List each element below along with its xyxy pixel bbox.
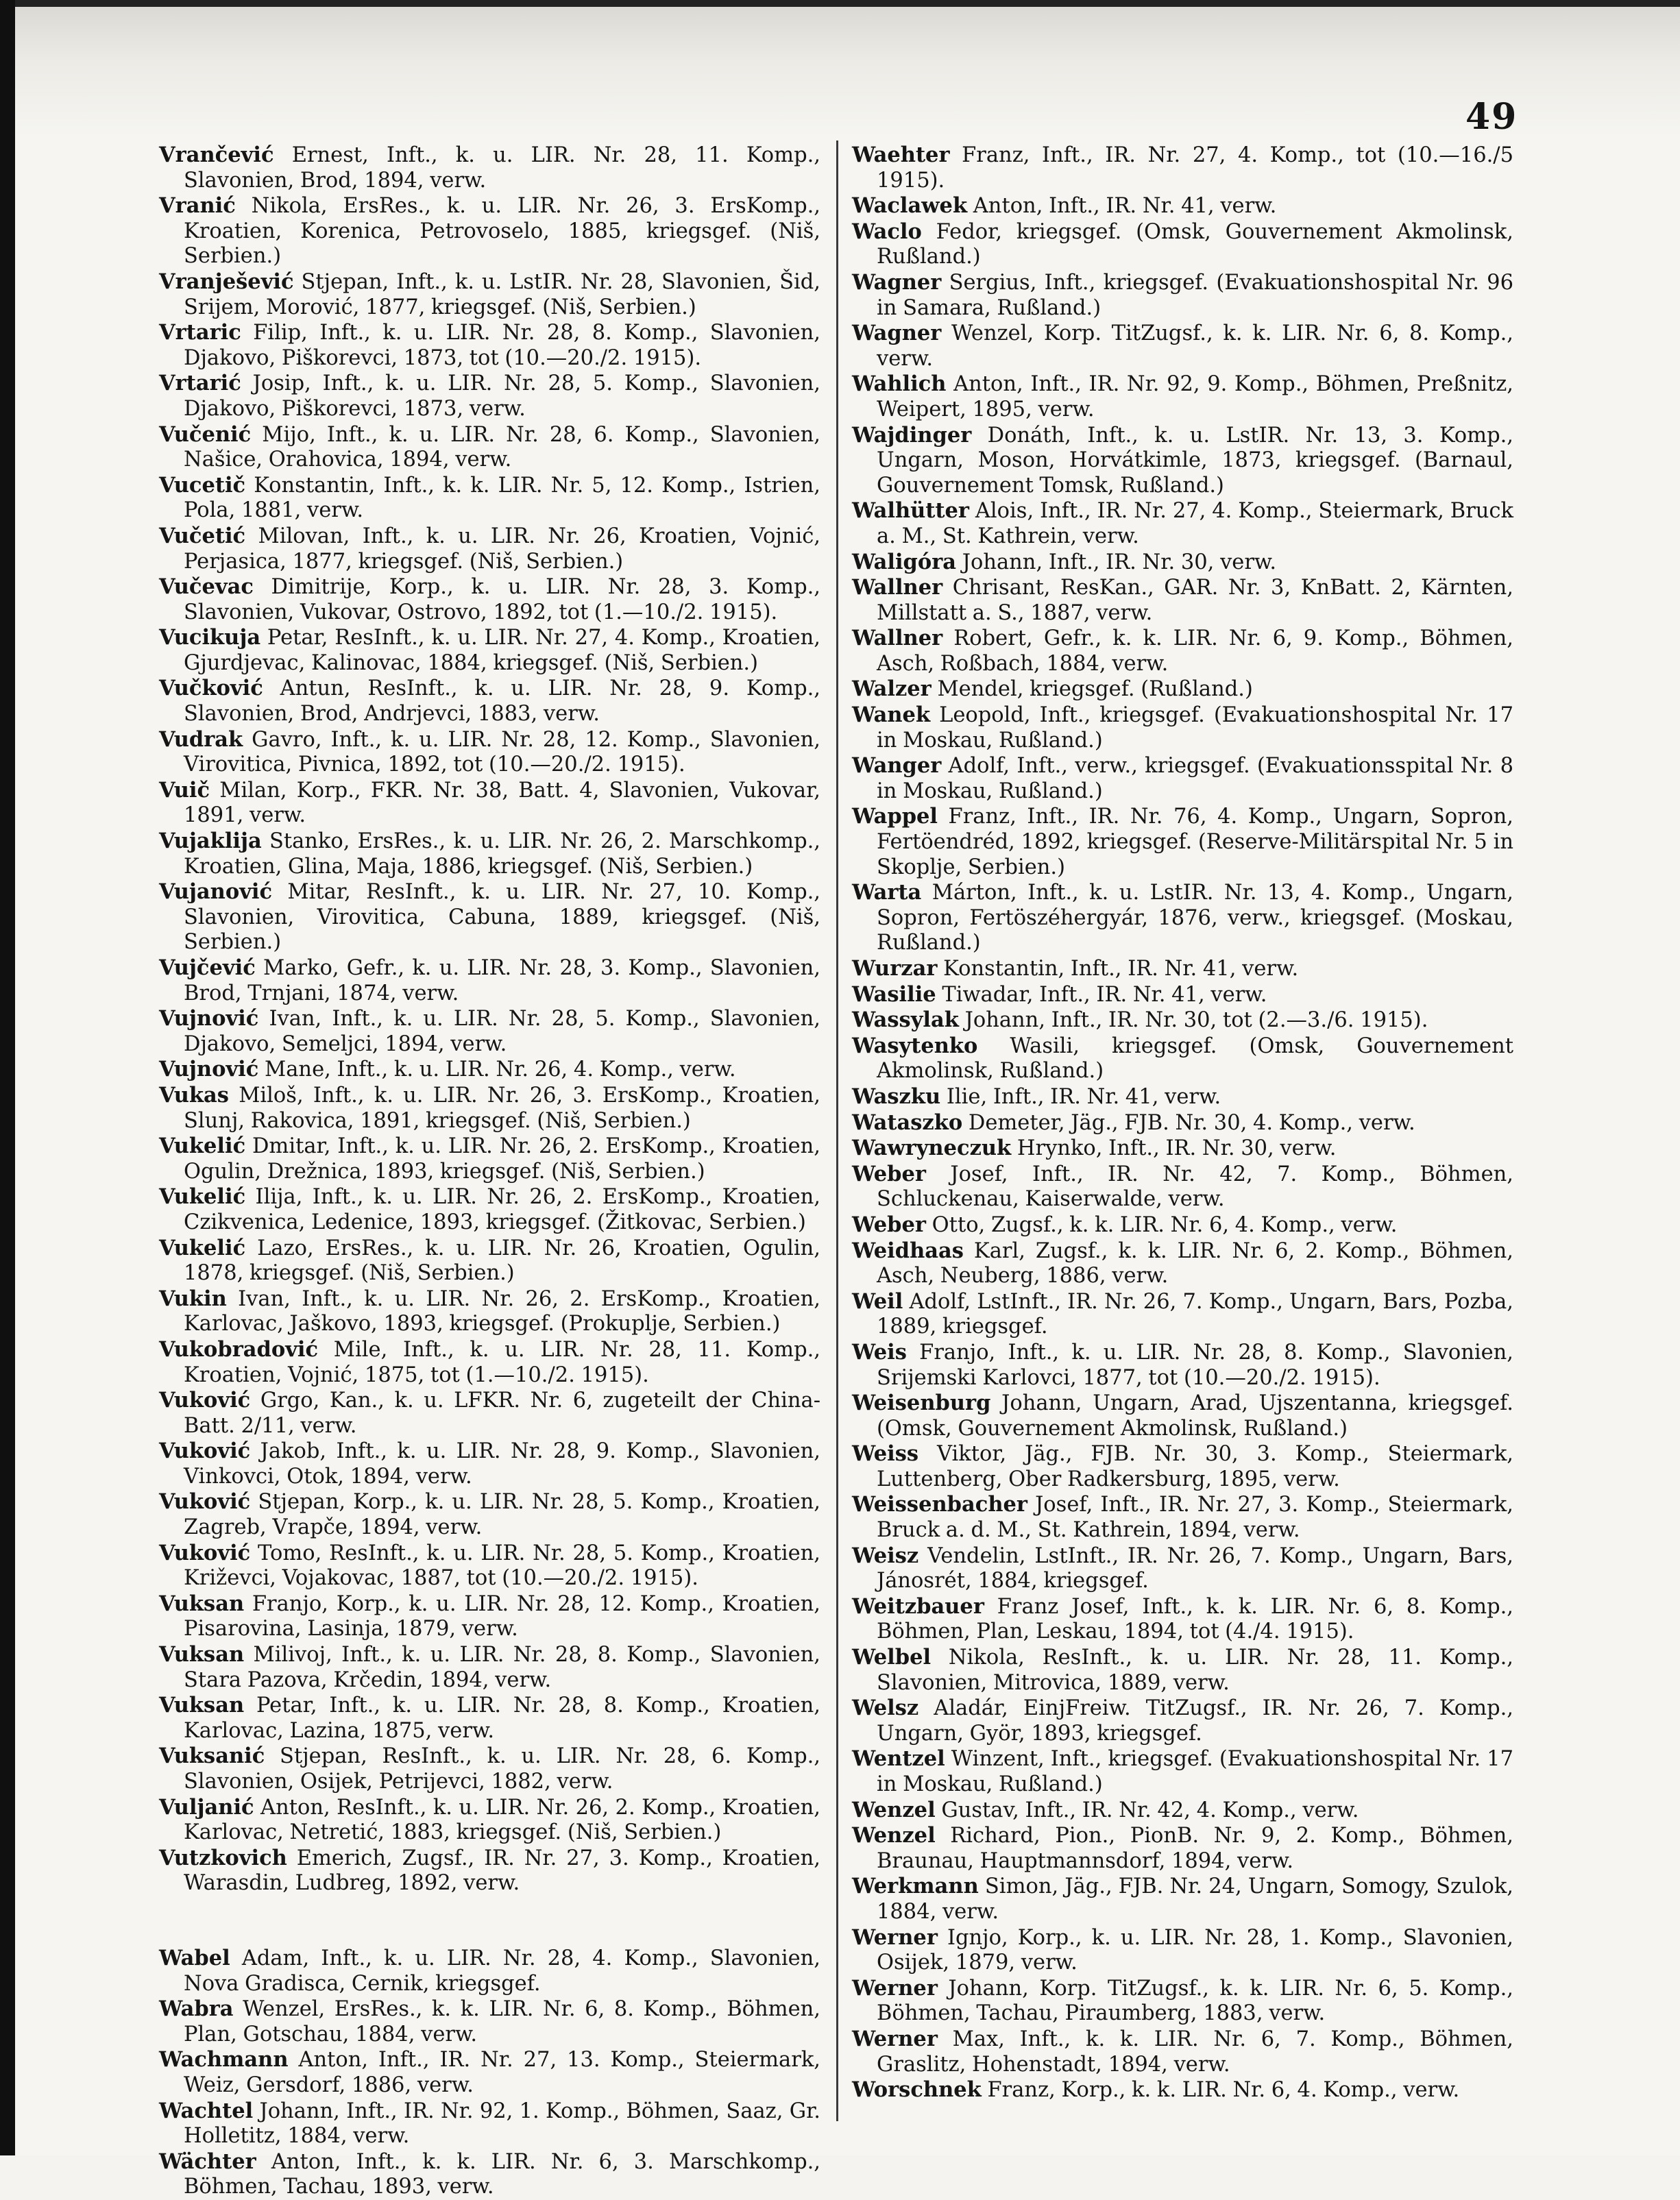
entry-surname: Vučenić — [159, 421, 252, 447]
list-entry — [159, 1795, 820, 1846]
entry-surname: Vudrak — [159, 726, 243, 752]
list-entry — [852, 321, 1513, 371]
scan-top-edge — [0, 0, 1680, 7]
list-entry — [852, 956, 1513, 982]
list-entry — [159, 1996, 820, 2047]
entry-surname: Vuković — [159, 1388, 251, 1413]
list-entry — [159, 269, 820, 320]
list-entry — [159, 1337, 820, 1388]
list-entry — [852, 1696, 1513, 1746]
list-entry — [852, 2077, 1513, 2103]
entry-details: Franz, Korp., k. k. LIR. Nr. 6, 4. Komp., verw. — [981, 2078, 1460, 2103]
list-entry — [852, 575, 1513, 626]
entry-details: Stanko, ErsRes., k. u. LIR. Nr. 26, 2. Marschkomp., Kroatien, Glina, Maja, 1886, kriegsgef. (Niš, Serbien.) — [184, 829, 820, 879]
left-column — [159, 143, 820, 2200]
entry-surname: Wagner — [852, 269, 942, 295]
entry-details: Franjo, Inft., k. u. LIR. Nr. 28, 8. Komp., Slavonien, Srijemski Karlovci, 1877, tot (10.—20./2. 1915). — [877, 1340, 1513, 1390]
entry-surname: Werner — [852, 1975, 938, 2001]
list-entry — [159, 143, 820, 193]
entry-details: Emerich, Zugsf., IR. Nr. 27, 3. Komp., Kroatien, Warasdin, Ludbreg, 1892, verw. — [184, 1846, 820, 1896]
entry-surname: Vuksan — [159, 1693, 245, 1718]
entry-surname: Wurzar — [852, 956, 938, 981]
entry-details: Konstantin, Inft., IR. Nr. 41, verw. — [937, 957, 1299, 981]
entry-details: Antun, ResInft., k. u. LIR. Nr. 28, 9. Komp., Slavonien, Brod, Andrjevci, 1883, verw. — [184, 676, 820, 726]
list-entry — [852, 1007, 1513, 1034]
list-entry — [852, 1874, 1513, 1924]
entry-details: Demeter, Jäg., FJB. Nr. 30, 4. Komp., verw. — [962, 1110, 1415, 1135]
entry-surname: Wächter — [159, 2149, 256, 2174]
list-entry — [852, 498, 1513, 549]
entry-surname: Weisenburg — [852, 1391, 991, 1416]
list-entry — [852, 1543, 1513, 1594]
entry-details: Jakob, Inft., k. u. LIR. Nr. 28, 9. Komp., Slavonien, Vinkovci, Otok, 1894, verw. — [184, 1439, 820, 1489]
list-entry — [159, 1388, 820, 1439]
entry-surname: Warta — [852, 880, 922, 905]
entry-surname: Vukelić — [159, 1134, 246, 1159]
entry-details: Mane, Inft., k. u. LIR. Nr. 26, 4. Komp., verw. — [258, 1058, 736, 1082]
entry-surname: Vucikuja — [159, 625, 261, 650]
entry-surname: Wassylak — [852, 1007, 959, 1033]
list-entry — [159, 625, 820, 676]
entry-surname: Vrančević — [159, 143, 274, 167]
list-entry — [159, 1236, 820, 1286]
entry-details: Marko, Gefr., k. u. LIR. Nr. 28, 3. Komp., Slavonien, Brod, Trnjani, 1874, verw. — [184, 956, 820, 1005]
entry-details: Ignjo, Korp., k. u. LIR. Nr. 28, 1. Komp., Slavonien, Osijek, 1879, verw. — [877, 1925, 1513, 1975]
entry-details: Gavro, Inft., k. u. LIR. Nr. 28, 12. Komp., Slavonien, Virovitica, Pivnica, 1892, tot (10.—20./2. 1915). — [184, 727, 820, 777]
right-column — [852, 143, 1513, 2103]
entry-surname: Vukelić — [159, 1235, 246, 1260]
entry-details: Aladár, EinjFreiw. TitZugsf., IR. Nr. 26, 7. Komp., Ungarn, Györ, 1893, kriegsgef. — [877, 1696, 1513, 1746]
entry-details: Adam, Inft., k. u. LIR. Nr. 28, 4. Komp., Slavonien, Nova Gradisca, Cernik, kriegsgef. — [184, 1946, 820, 1996]
entry-surname: Wasytenko — [852, 1033, 978, 1058]
entry-details: Ivan, Inft., k. u. LIR. Nr. 26, 2. ErsKomp., Kroatien, Karlovac, Jaškovo, 1893, kriegsgef. (Prokuplje, Serbien.) — [184, 1286, 820, 1336]
entry-surname: Vranić — [159, 193, 236, 219]
entry-surname: Vučković — [159, 676, 263, 701]
entry-details: Leopold, Inft., kriegsgef. (Evakuationshospital Nr. 17 in Moskau, Rußland.) — [877, 703, 1513, 753]
list-entry — [159, 2149, 820, 2200]
list-entry — [159, 879, 820, 955]
entry-details: Hrynko, Inft., IR. Nr. 30, verw. — [1011, 1136, 1337, 1161]
list-entry — [852, 270, 1513, 321]
list-entry — [852, 219, 1513, 270]
list-entry — [852, 371, 1513, 422]
entry-surname: Weber — [852, 1161, 926, 1186]
entry-details: Stjepan, Korp., k. u. LIR. Nr. 28, 5. Komp., Kroatien, Zagreb, Vrapče, 1894, verw. — [184, 1490, 820, 1540]
entry-surname: Weil — [852, 1288, 903, 1314]
list-entry — [159, 778, 820, 829]
entry-surname: Waehter — [852, 143, 950, 167]
entry-surname: Vrtarić — [159, 371, 241, 396]
list-entry — [159, 727, 820, 778]
entry-details: Anton, ResInft., k. u. LIR. Nr. 26, 2. Komp., Kroatien, Karlovac, Netretić, 1883, kriegsgef. (Niš, Serbien.) — [184, 1795, 820, 1845]
list-entry — [159, 676, 820, 726]
entry-details: Franz, Inft., IR. Nr. 76, 4. Komp., Ungarn, Sopron, Fertöendréd, 1892, kriegsgef. (Reserve-Militärspital Nr. 5 in Skoplje, Serbien.) — [877, 805, 1513, 879]
entry-details: Wenzel, Korp. TitZugsf., k. k. LIR. Nr. 6, 8. Komp., verw. — [877, 321, 1513, 371]
entry-surname: Vučevac — [159, 574, 254, 600]
entry-surname: Weis — [852, 1339, 907, 1365]
entry-surname: Vujanović — [159, 879, 273, 905]
entry-details: Franz, Inft., IR. Nr. 27, 4. Komp., tot (10.—16./5 1915). — [877, 143, 1513, 193]
entry-details: Ernest, Inft., k. u. LIR. Nr. 28, 11. Komp., Slavonien, Brod, 1894, verw. — [184, 143, 820, 193]
list-entry — [852, 1492, 1513, 1543]
entry-details: Dimitrije, Korp., k. u. LIR. Nr. 28, 3. Komp., Slavonien, Vukovar, Ostrovo, 1892, tot (1.—10./2. 1915). — [184, 575, 820, 624]
list-entry — [852, 804, 1513, 880]
entry-surname: Vuljanić — [159, 1794, 254, 1820]
entry-surname: Wachmann — [159, 2047, 289, 2073]
entry-surname: Vrtaric — [159, 320, 241, 345]
entry-details: Otto, Zugsf., k. k. LIR. Nr. 6, 4. Komp., verw. — [925, 1212, 1398, 1237]
entry-details: Adolf, Inft., verw., kriegsgef. (Evakuationsspital Nr. 8 in Moskau, Rußland.) — [877, 754, 1513, 803]
entry-details: Max, Inft., k. k. LIR. Nr. 6, 7. Komp., Böhmen, Graslitz, Hohenstadt, 1894, verw. — [877, 2027, 1513, 2077]
entry-details: Vendelin, LstInft., IR. Nr. 26, 7. Komp., Ungarn, Bars, Jánosrét, 1884, kriegsgef. — [877, 1543, 1513, 1593]
entry-details: Donáth, Inft., k. u. LstIR. Nr. 13, 3. Komp., Ungarn, Moson, Horvátkimle, 1873, kriegsgef. (Barnaul, Gouvernement Tomsk, Rußland.) — [877, 423, 1513, 498]
list-entry — [852, 753, 1513, 804]
entry-details: Grgo, Kan., k. u. LFKR. Nr. 6, zugeteilt der China-Batt. 2/11, verw. — [184, 1389, 820, 1438]
list-entry — [852, 1594, 1513, 1645]
entry-surname: Wenzel — [852, 1797, 936, 1822]
list-entry — [852, 982, 1513, 1008]
list-entry — [159, 1642, 820, 1693]
entry-surname: Vuksan — [159, 1591, 245, 1616]
entry-details: Franjo, Korp., k. u. LIR. Nr. 28, 12. Komp., Kroatien, Pisarovina, Lasinja, 1879, verw. — [184, 1591, 820, 1641]
entry-surname: Vucetič — [159, 472, 246, 498]
entry-surname: Vučetić — [159, 523, 246, 548]
entry-surname: Vujaklija — [159, 829, 262, 854]
list-entry — [852, 1110, 1513, 1136]
entry-surname: Wachtel — [159, 2098, 254, 2123]
list-entry — [852, 1645, 1513, 1696]
list-entry — [852, 1238, 1513, 1289]
entry-details: Lazo, ErsRes., k. u. LIR. Nr. 26, Kroatien, Ogulin, 1878, kriegsgef. (Niš, Serbien.) — [184, 1236, 820, 1286]
entry-details: Johann, Inft., IR. Nr. 30, verw. — [956, 550, 1277, 574]
list-entry — [852, 1746, 1513, 1797]
entry-details: Viktor, Jäg., FJB. Nr. 30, 3. Komp., Steiermark, Luttenberg, Ober Radkersburg, 1895, verw. — [877, 1442, 1513, 1491]
entry-details: Alois, Inft., IR. Nr. 27, 4. Komp., Steiermark, Bruck a. M., St. Kathrein, verw. — [877, 499, 1513, 548]
page-number: 49 — [1465, 96, 1518, 138]
scan-left-edge — [0, 0, 15, 2155]
entry-surname: Werner — [852, 1924, 938, 1950]
entry-details: Dmitar, Inft., k. u. LIR. Nr. 26, 2. ErsKomp., Kroatien, Ogulin, Drežnica, 1893, kriegsgef. (Niš, Serbien.) — [184, 1134, 820, 1184]
list-entry — [159, 1744, 820, 1794]
list-entry — [852, 1289, 1513, 1340]
entry-surname: Werkmann — [852, 1874, 979, 1899]
entry-details: Ilija, Inft., k. u. LIR. Nr. 26, 2. ErsKomp., Kroatien, Czikvenica, Ledenice, 1893, kriegsgef. (Žitkovac, Serbien.) — [184, 1185, 820, 1234]
entry-surname: Vuković — [159, 1439, 251, 1464]
list-entry — [852, 1823, 1513, 1874]
entry-details: Simon, Jäg., FJB. Nr. 24, Ungarn, Somogy, Szulok, 1884, verw. — [877, 1874, 1513, 1924]
list-entry — [159, 1541, 820, 1591]
entry-surname: Vuković — [159, 1489, 251, 1515]
entry-details: Wenzel, ErsRes., k. k. LIR. Nr. 6, 8. Komp., Böhmen, Plan, Gotschau, 1884, verw. — [184, 1997, 820, 2046]
list-entry — [159, 422, 820, 473]
list-entry — [159, 524, 820, 574]
entry-details: Josef, Inft., IR. Nr. 42, 7. Komp., Böhmen, Schluckenau, Kaiserwalde, verw. — [877, 1162, 1513, 1212]
entry-surname: Weber — [852, 1212, 926, 1237]
entry-surname: Weitzbauer — [852, 1593, 984, 1619]
entry-surname: Vujnović — [159, 1057, 259, 1082]
list-entry — [852, 676, 1513, 702]
list-entry — [852, 1798, 1513, 1824]
list-entry — [159, 2047, 820, 2098]
list-entry — [852, 1034, 1513, 1084]
entry-details: Tomo, ResInft., k. u. LIR. Nr. 28, 5. Komp., Kroatien, Križevci, Vojakovac, 1887, tot (10.—20./2. 1915). — [184, 1541, 820, 1591]
list-entry — [159, 1286, 820, 1337]
entry-details: Mijo, Inft., k. u. LIR. Nr. 28, 6. Komp., Slavonien, Našice, Orahovica, 1894, verw. — [184, 422, 820, 472]
entry-surname: Wahlich — [852, 371, 947, 397]
entry-surname: Vuković — [159, 1540, 251, 1565]
list-entry — [852, 550, 1513, 576]
entry-details: Milivoj, Inft., k. u. LIR. Nr. 28, 8. Komp., Slavonien, Stara Pazova, Krčedin, 1894, verw. — [184, 1643, 820, 1692]
entry-surname: Weidhaas — [852, 1238, 964, 1263]
list-entry — [159, 1489, 820, 1540]
entry-details: Chrisant, ResKan., GAR. Nr. 3, KnBatt. 2, Kärnten, Millstatt a. S., 1887, verw. — [877, 576, 1513, 625]
entry-surname: Wanek — [852, 702, 931, 728]
entry-details: Johann, Inft., IR. Nr. 92, 1. Komp., Böhmen, Saaz, Gr. Holletitz, 1884, verw. — [184, 2099, 820, 2149]
entry-surname: Vujčević — [159, 955, 256, 980]
entry-surname: Vujnović — [159, 1006, 259, 1031]
entry-surname: Wabra — [159, 1996, 234, 2022]
entry-details: Johann, Inft., IR. Nr. 30, tot (2.—3./6. 1915). — [958, 1008, 1428, 1033]
list-entry — [852, 1976, 1513, 2027]
entry-surname: Weisz — [852, 1543, 919, 1568]
list-entry — [159, 955, 820, 1006]
entry-surname: Wasilie — [852, 981, 936, 1007]
list-entry — [852, 1136, 1513, 1162]
entry-surname: Welbel — [852, 1645, 932, 1670]
entry-details: Winzent, Inft., kriegsgef. (Evakuationshospital Nr. 17 in Moskau, Rußland.) — [877, 1747, 1513, 1796]
list-entry — [159, 371, 820, 421]
entry-details: Stjepan, Inft., k. u. LstIR. Nr. 28, Slavonien, Šid, Srijem, Morović, 1877, kriegsgef. (Niš, Serbien.) — [184, 269, 820, 319]
entry-surname: Weiss — [852, 1441, 919, 1467]
entry-surname: Wallner — [852, 626, 943, 651]
entry-surname: Wallner — [852, 575, 943, 600]
entry-surname: Walzer — [852, 676, 932, 702]
list-entry — [159, 1006, 820, 1057]
entry-details: Mitar, ResInft., k. u. LIR. Nr. 27, 10. Komp., Slavonien, Virovitica, Cabuna, 1889, kriegsgef. (Niš, Serbien.) — [184, 880, 820, 955]
list-entry — [852, 626, 1513, 676]
entry-details: Josef, Inft., IR. Nr. 27, 3. Komp., Steiermark, Bruck a. d. M., St. Kathrein, 1894, verw. — [877, 1493, 1513, 1543]
entry-details: Milan, Korp., FKR. Nr. 38, Batt. 4, Slavonien, Vukovar, 1891, verw. — [184, 778, 820, 828]
entry-details: Konstantin, Inft., k. k. LIR. Nr. 5, 12. Komp., Istrien, Pola, 1881, verw. — [184, 473, 820, 523]
entry-surname: Vranješević — [159, 269, 294, 294]
entry-surname: Vukas — [159, 1082, 229, 1108]
entry-details: Miloš, Inft., k. u. LIR. Nr. 26, 3. ErsKomp., Kroatien, Slunj, Rakovica, 1891, kriegsgef. (Niš, Serbien.) — [184, 1083, 820, 1133]
entry-details: Franz Josef, Inft., k. k. LIR. Nr. 6, 8. Komp., Böhmen, Plan, Leskau, 1894, tot (4./4. 1915). — [877, 1594, 1513, 1644]
list-entry — [159, 1134, 820, 1184]
entry-surname: Waligóra — [852, 549, 957, 574]
entry-details: Ilie, Inft., IR. Nr. 41, verw. — [940, 1084, 1221, 1109]
entry-surname: Vukelić — [159, 1184, 246, 1210]
list-entry — [159, 1184, 820, 1235]
entry-details: Petar, ResInft., k. u. LIR. Nr. 27, 4. Komp., Kroatien, Gjurdjevac, Kalinovac, 1884, kriegsgef. (Niš, Serbien.) — [184, 626, 820, 675]
list-entry — [852, 2027, 1513, 2077]
entry-details: Josip, Inft., k. u. LIR. Nr. 28, 5. Komp., Slavonien, Djakovo, Piškorevci, 1873, verw. — [184, 371, 820, 421]
entry-surname: Wagner — [852, 321, 942, 346]
list-entry — [159, 574, 820, 625]
entry-details: Tiwadar, Inft., IR. Nr. 41, verw. — [936, 982, 1267, 1007]
list-entry — [159, 1083, 820, 1134]
list-entry — [852, 423, 1513, 499]
list-entry — [159, 1591, 820, 1642]
entry-details: Ivan, Inft., k. u. LIR. Nr. 28, 5. Komp., Slavonien, Djakovo, Semeljci, 1894, verw. — [184, 1007, 820, 1056]
entry-surname: Wabel — [159, 1945, 230, 1970]
entry-surname: Vuksanić — [159, 1744, 265, 1769]
list-entry — [852, 702, 1513, 753]
entry-details: Filip, Inft., k. u. LIR. Nr. 28, 8. Komp., Slavonien, Djakovo, Piškorevci, 1873, tot (10.—20./2. 1915). — [184, 321, 820, 370]
entry-surname: Vuksan — [159, 1642, 245, 1667]
entry-details: Karl, Zugsf., k. k. LIR. Nr. 6, 2. Komp., Böhmen, Asch, Neuberg, 1886, verw. — [877, 1238, 1513, 1288]
entry-details: Milovan, Inft., k. u. LIR. Nr. 26, Kroatien, Vojnić, Perjasica, 1877, kriegsgef. (Niš, Serbien.) — [184, 524, 820, 574]
entry-details: Adolf, LstInft., IR. Nr. 26, 7. Komp., Ungarn, Bars, Pozba, 1889, kriegsgef. — [877, 1289, 1513, 1339]
entry-surname: Wawryneczuk — [852, 1136, 1012, 1161]
list-entry — [852, 1084, 1513, 1110]
list-entry — [159, 473, 820, 524]
list-entry — [159, 1846, 820, 1896]
list-entry — [852, 1441, 1513, 1492]
entry-details: Nikola, ErsRes., k. u. LIR. Nr. 26, 3. ErsKomp., Kroatien, Korenica, Petrovoselo, 1885, kriegsgef. (Niš, Serbien.) — [184, 194, 820, 269]
section-gap — [159, 1896, 820, 1946]
list-entry — [159, 1439, 820, 1489]
entry-surname: Wentzel — [852, 1746, 945, 1772]
entry-details: Mendel, kriegsgef. (Rußland.) — [931, 677, 1253, 702]
entry-surname: Vukobradović — [159, 1336, 319, 1362]
list-entry — [852, 143, 1513, 193]
entry-surname: Wajdinger — [852, 422, 972, 448]
entry-details: Gustav, Inft., IR. Nr. 42, 4. Komp., verw. — [935, 1798, 1359, 1822]
entry-details: Wasili, kriegsgef. (Omsk, Gouvernement Akmolinsk, Rußland.) — [877, 1034, 1513, 1084]
list-entry — [852, 1162, 1513, 1212]
entry-surname: Waszku — [852, 1084, 941, 1109]
entry-surname: Wataszko — [852, 1110, 963, 1135]
entry-details: Johann, Korp. TitZugsf., k. k. LIR. Nr. 6, 5. Komp., Böhmen, Tachau, Piraumberg, 1883, verw. — [877, 1976, 1513, 2026]
entry-surname: Vuič — [159, 777, 210, 803]
entry-details: Fedor, kriegsgef. (Omsk, Gouvernement Akmolinsk, Rußland.) — [877, 219, 1513, 269]
entry-surname: Vukin — [159, 1286, 227, 1311]
entry-surname: Welsz — [852, 1696, 919, 1721]
entry-details: Petar, Inft., k. u. LIR. Nr. 28, 8. Komp., Kroatien, Karlovac, Lazina, 1875, verw. — [184, 1694, 820, 1743]
entry-surname: Wappel — [852, 804, 938, 829]
list-entry — [852, 880, 1513, 956]
entry-details: Anton, Inft., k. k. LIR. Nr. 6, 3. Marschkomp., Böhmen, Tachau, 1893, verw. — [184, 2149, 820, 2199]
entry-details: Márton, Inft., k. u. LstIR. Nr. 13, 4. Komp., Ungarn, Sopron, Fertöszéhergyár, 1876, verw., kriegsgef. (Moskau, Rußland.) — [877, 881, 1513, 955]
list-entry — [852, 1391, 1513, 1441]
list-entry — [159, 320, 820, 371]
entry-surname: Wenzel — [852, 1823, 936, 1848]
entry-details: Johann, Ungarn, Arad, Ujszentanna, kriegsgef. (Omsk, Gouvernement Akmolinsk, Rußland.) — [877, 1391, 1513, 1441]
entry-details: Nikola, ResInft., k. u. LIR. Nr. 28, 11. Komp., Slavonien, Mitrovica, 1889, verw. — [877, 1646, 1513, 1695]
list-entry — [852, 193, 1513, 219]
list-entry — [159, 2099, 820, 2149]
entry-details: Robert, Gefr., k. k. LIR. Nr. 6, 9. Komp., Böhmen, Asch, Roßbach, 1884, verw. — [877, 626, 1513, 676]
entry-surname: Werner — [852, 2026, 938, 2051]
list-entry — [852, 1340, 1513, 1391]
list-entry — [159, 1057, 820, 1083]
entry-details: Anton, Inft., IR. Nr. 41, verw. — [967, 194, 1277, 219]
entry-details: Stjepan, ResInft., k. u. LIR. Nr. 28, 6. Komp., Slavonien, Osijek, Petrijevci, 1882, verw. — [184, 1744, 820, 1794]
list-entry — [159, 193, 820, 269]
entry-details: Anton, Inft., IR. Nr. 27, 13. Komp., Steiermark, Weiz, Gersdorf, 1886, verw. — [184, 2048, 820, 2097]
entry-surname: Worschnek — [852, 2077, 982, 2103]
list-entry — [159, 829, 820, 879]
entry-details: Sergius, Inft., kriegsgef. (Evakuationshospital Nr. 96 in Samara, Rußland.) — [877, 270, 1513, 320]
entry-surname: Vutzkovich — [159, 1845, 287, 1870]
entry-details: Richard, Pion., PionB. Nr. 9, 2. Komp., Böhmen, Braunau, Hauptmannsdorf, 1894, verw. — [877, 1824, 1513, 1873]
list-entry — [159, 1946, 820, 1996]
list-entry — [852, 1925, 1513, 1976]
column-divider — [836, 140, 838, 2121]
entry-surname: Walhütter — [852, 498, 969, 524]
entry-details: Mile, Inft., k. u. LIR. Nr. 28, 11. Komp., Kroatien, Vojnić, 1875, tot (1.—10./2. 1915). — [184, 1337, 820, 1387]
list-entry — [852, 1212, 1513, 1238]
entry-surname: Waclo — [852, 219, 922, 244]
entry-surname: Waclawek — [852, 193, 968, 219]
entry-surname: Weissenbacher — [852, 1492, 1027, 1517]
entry-surname: Wanger — [852, 753, 942, 779]
entry-details: Anton, Inft., IR. Nr. 92, 9. Komp., Böhmen, Preßnitz, Weipert, 1895, verw. — [877, 372, 1513, 421]
list-entry — [159, 1693, 820, 1744]
